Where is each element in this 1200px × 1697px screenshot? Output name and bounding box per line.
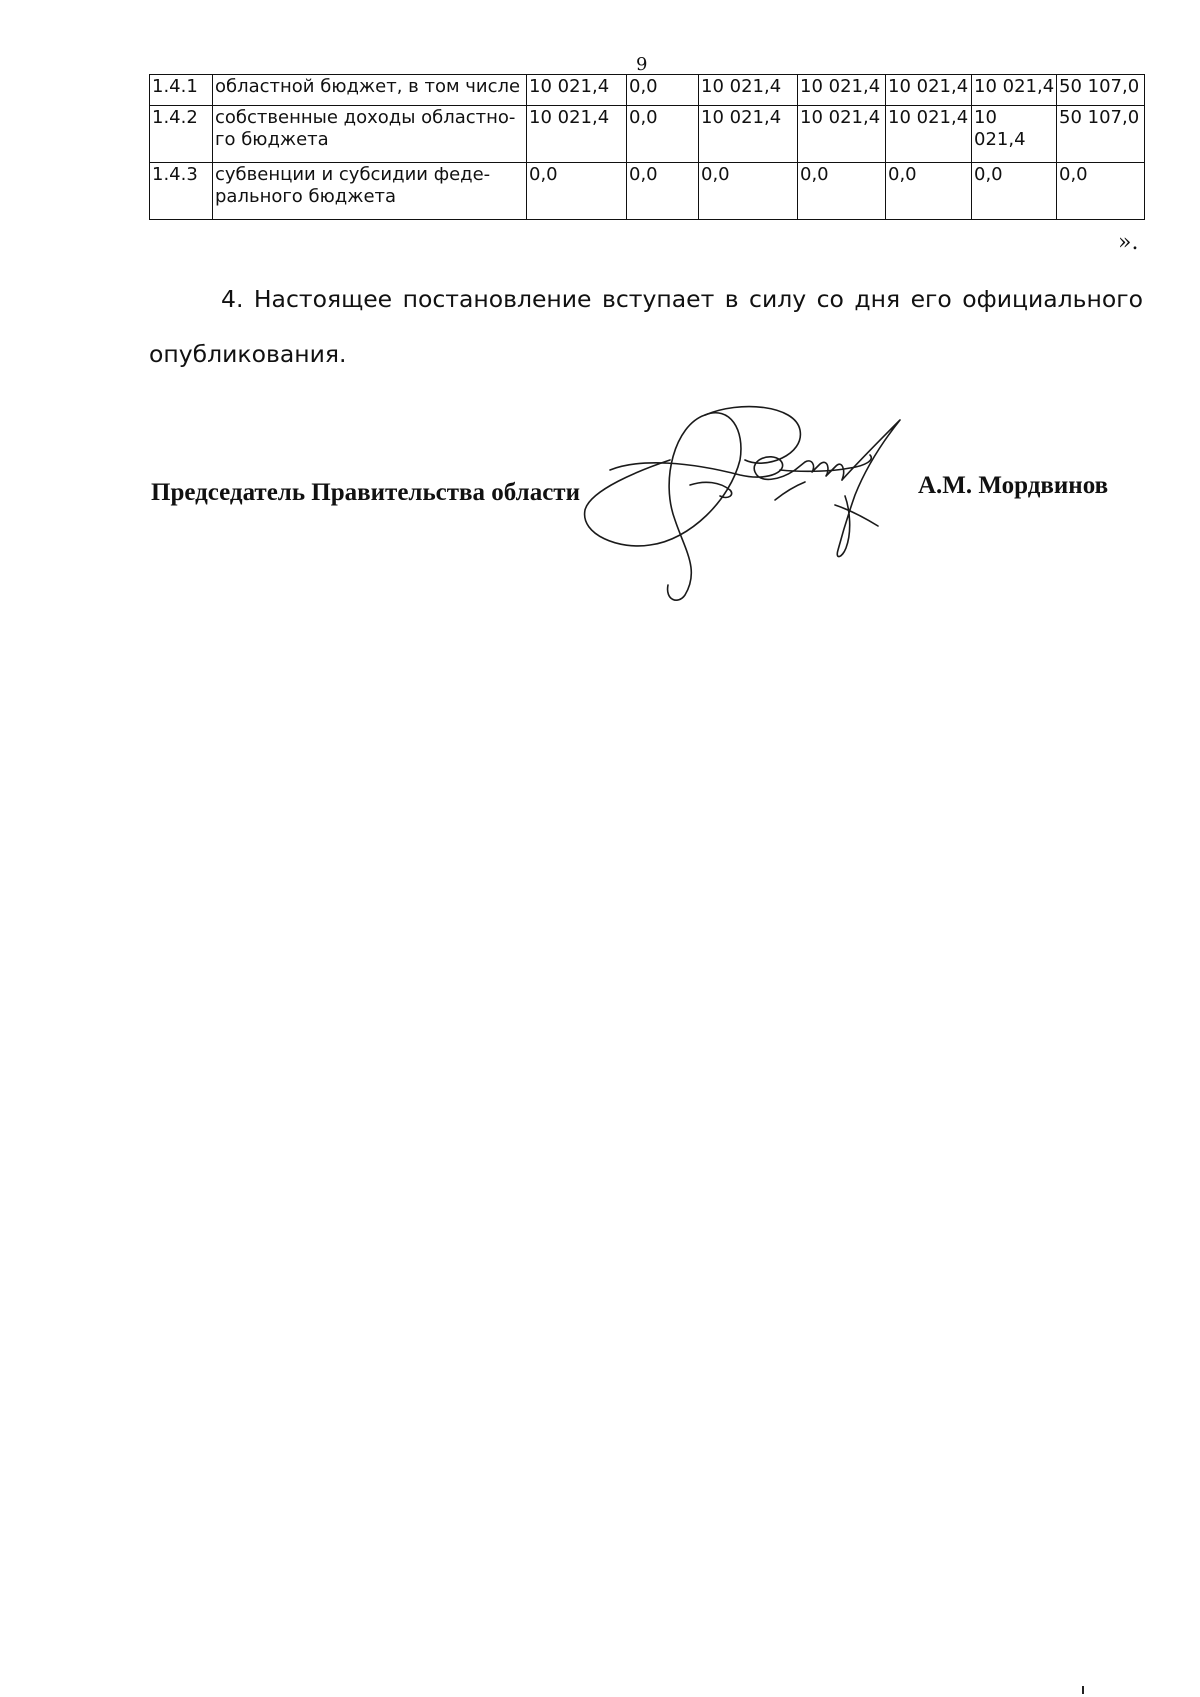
table-cell: 10 021,4	[527, 75, 627, 106]
body-paragraph: 4. Настоящее постановление вступает в силу со дня его официального опубликования.	[149, 285, 1143, 368]
table-cell: 10 021,4	[527, 106, 627, 163]
table-cell: 0,0	[972, 163, 1057, 220]
table-cell: 50 107,0	[1057, 75, 1145, 106]
handwritten-signature	[580, 400, 960, 610]
budget-table	[149, 74, 1145, 220]
table-cell: 10 021,4	[972, 106, 1057, 163]
table-cell: 0,0	[627, 106, 699, 163]
table-cell: 0,0	[886, 163, 972, 220]
table-cell: 0,0	[699, 163, 798, 220]
row-name: собственные доходы областно-го бюджета	[213, 106, 527, 163]
page-number: 9	[636, 54, 648, 75]
table-cell: 50 107,0	[1057, 106, 1145, 163]
table-cell: 10 021,4	[798, 106, 886, 163]
table-row	[150, 75, 1145, 106]
table-cell: 0,0	[798, 163, 886, 220]
table-cell: 0,0	[627, 75, 699, 106]
table-cell: 10 021,4	[886, 106, 972, 163]
table-cell: 10 021,4	[699, 75, 798, 106]
table-cell: 0,0	[627, 163, 699, 220]
scan-mark	[1082, 1686, 1084, 1694]
signatory-title: Председатель Правительства области	[151, 479, 580, 506]
row-code: 1.4.3	[150, 163, 213, 220]
table-cell: 10 021,4	[798, 75, 886, 106]
table-row	[150, 163, 1145, 220]
row-name: субвенции и субсидии феде-рального бюджета	[213, 163, 527, 220]
table-cell: 10 021,4	[886, 75, 972, 106]
closing-quote: ».	[1118, 230, 1139, 255]
signatory-name: А.М. Мордвинов	[918, 472, 1109, 499]
table-cell: 0,0	[527, 163, 627, 220]
table-row	[150, 106, 1145, 163]
row-code: 1.4.2	[150, 106, 213, 163]
table-cell: 10 021,4	[972, 75, 1057, 106]
row-name: областной бюджет, в том числе	[213, 75, 527, 106]
row-code: 1.4.1	[150, 75, 213, 106]
table-cell: 10 021,4	[699, 106, 798, 163]
table-cell: 0,0	[1057, 163, 1145, 220]
